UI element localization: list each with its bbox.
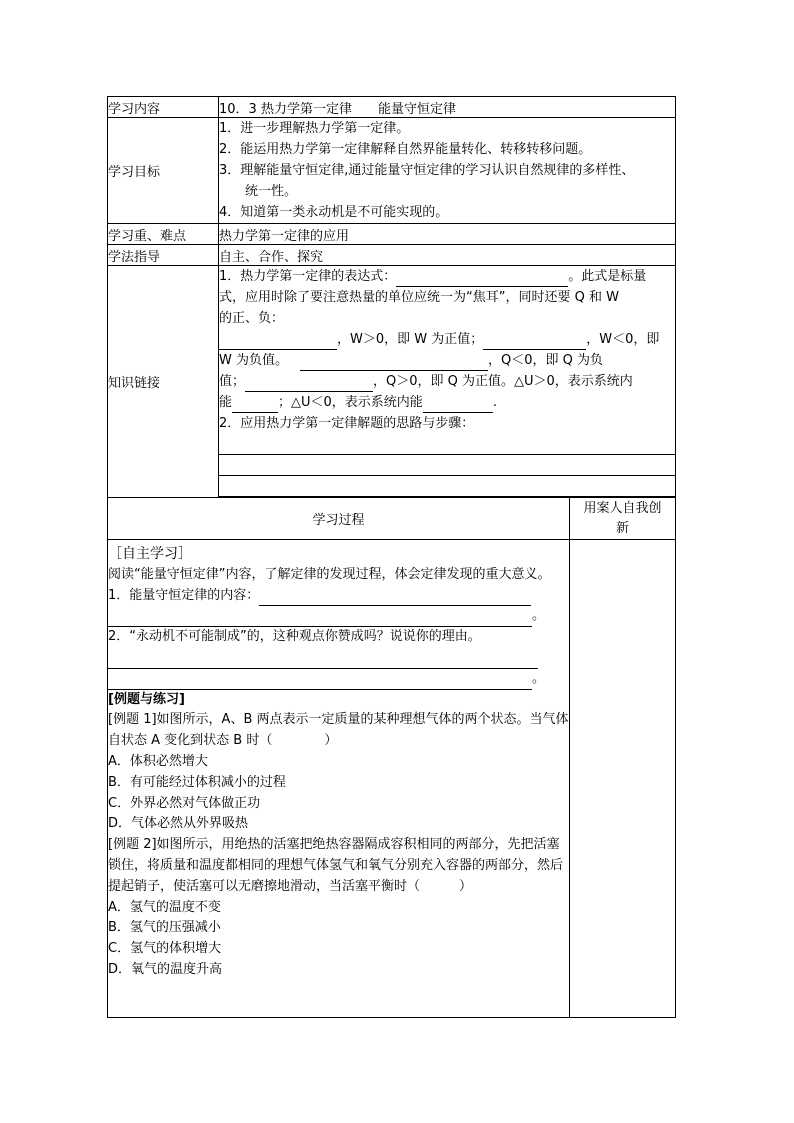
process-header-left: 学习过程: [108, 498, 570, 540]
row-goals: [108, 118, 676, 224]
value-content: 10．3 热力学第一定律 能量守恒定律: [219, 97, 676, 118]
label-focus: 学习重、难点: [108, 224, 219, 245]
fill-blank[interactable]: [259, 590, 531, 606]
row-method: [108, 245, 676, 266]
goal-item: 1．进一步理解热力学第一定律。: [219, 121, 410, 136]
knowledge-body: [219, 266, 676, 498]
example-2-option[interactable]: A．氢气的温度不变: [108, 899, 221, 915]
row-focus: [108, 224, 676, 245]
goal-item: 2．能运用热力学第一定律解释自然界能量转化、转移转移问题。: [219, 142, 592, 157]
self-study-intro: 阅读“能量守恒定律”内容，了解定律的发现过程，体会定律发现的重大意义。: [108, 566, 551, 582]
fill-blank[interactable]: [300, 355, 488, 371]
knowledge-line: [219, 350, 675, 371]
value-focus: 热力学第一定律的应用: [219, 224, 676, 245]
fill-blank[interactable]: [396, 271, 568, 287]
q2-line-2: [108, 669, 569, 690]
example-2-option[interactable]: B．氢气的压强减小: [108, 920, 221, 936]
fill-blank[interactable]: [245, 376, 373, 392]
knowledge-text: W 为负值。: [219, 353, 288, 368]
row-process-header: [108, 498, 676, 540]
q2-text: 2．“永动机不可能制成”的，这种观点你赞成吗？说说你的理由。: [108, 629, 481, 645]
q1-line-2: [108, 606, 569, 627]
fill-blank[interactable]: [483, 334, 586, 350]
goal-item: 3．理解能量守恒定律,通过能量守恒定律的学习认识自然规律的多样性、: [219, 163, 635, 178]
goal-item: 4．知道第一类永动机是不可能实现的。: [219, 205, 449, 220]
knowledge-text: ；△U＜0，表示系统内能: [278, 395, 423, 410]
example-1-option[interactable]: A．体积必然增大: [108, 753, 208, 769]
example-1-option[interactable]: D．气体必然从外界吸热: [108, 816, 249, 832]
label-content: 学习内容: [108, 97, 219, 118]
examples-heading: [例题与练习]: [108, 691, 185, 707]
q1-line: [108, 586, 569, 607]
fill-blank[interactable]: [232, 397, 278, 413]
knowledge-line: [219, 266, 675, 287]
fill-blank[interactable]: [108, 653, 538, 669]
fill-blank[interactable]: [108, 611, 532, 627]
self-study-heading: ［自主学习］: [108, 546, 192, 562]
knowledge-text: .: [492, 395, 497, 410]
answer-line[interactable]: [219, 455, 675, 476]
example-2-option[interactable]: C．氢气的体积增大: [108, 941, 222, 957]
label-method: 学法指导: [108, 245, 219, 266]
goal-item: 统一性。: [245, 184, 298, 199]
example-2-option[interactable]: D．氧气的温度升高: [108, 961, 223, 977]
example-2-stem: [例题 2]如图所示，用绝热的活塞把绝热容器隔成容积相同的两部分，先把活塞锁住，将质量和温度都相同的理想气体氢气和氧气分别充入容器的两部分，然后提起销子，使活塞可以无磨擦地滑动，当活塞平衡时（ ）: [108, 837, 564, 894]
self-innovation-column[interactable]: [570, 540, 676, 1018]
knowledge-text: ，Q＞0，即 Q 为正值。△U＞0，表示系统内: [373, 374, 633, 389]
knowledge-text: 值；: [219, 374, 246, 389]
knowledge-line: [219, 371, 675, 392]
row-process-body: [108, 540, 676, 1018]
answer-line[interactable]: [219, 476, 675, 497]
worksheet-table: [107, 96, 676, 1018]
q2-end: 。: [532, 670, 546, 686]
knowledge-text: 1．热力学第一定律的表达式：: [219, 269, 397, 284]
row-knowledge: [108, 266, 676, 498]
knowledge-text: ，W＜0，即: [586, 332, 660, 347]
q1-text: 1．能量守恒定律的内容：: [108, 587, 260, 603]
knowledge-text: ，W＞0，即 W 为正值；: [337, 332, 484, 347]
knowledge-text: 。此式是标量: [568, 269, 647, 284]
q1-end: 。: [532, 608, 546, 624]
q2-line: [108, 648, 569, 669]
fill-blank[interactable]: [108, 674, 532, 690]
knowledge-line: [219, 329, 675, 350]
example-1-option[interactable]: C．外界必然对气体做正功: [108, 795, 261, 811]
goals-list: [219, 118, 676, 224]
example-1-option[interactable]: B．有可能经过体积减小的过程: [108, 774, 286, 790]
label-goals: 学习目标: [108, 118, 219, 224]
answer-line[interactable]: [219, 434, 675, 455]
label-knowledge: 知识链接: [108, 266, 219, 498]
knowledge-line: 式，应用时除了要注意热量的单位应统一为“焦耳”，同时还要 Q 和 W: [219, 290, 619, 305]
knowledge-text: 能: [219, 395, 233, 410]
knowledge-text: ，Q＜0，即 Q 为负: [488, 353, 604, 368]
knowledge-line: [219, 392, 675, 413]
fill-blank[interactable]: [423, 397, 493, 413]
fill-blank[interactable]: [219, 334, 337, 350]
process-body: [108, 540, 570, 1018]
value-method: 自主、合作、探究: [219, 245, 676, 266]
knowledge-line: 2．应用热力学第一定律解题的思路与步骤：: [219, 416, 475, 431]
process-header-right: 用案人自我创新: [570, 498, 676, 540]
example-1-stem: [例题 1]如图所示，A、B 两点表示一定质量的某种理想气体的两个状态。当气体自状态 A 变化到状态 B 时（ ）: [108, 712, 569, 749]
knowledge-line: 的正、负：: [219, 311, 285, 326]
row-content: [108, 97, 676, 118]
